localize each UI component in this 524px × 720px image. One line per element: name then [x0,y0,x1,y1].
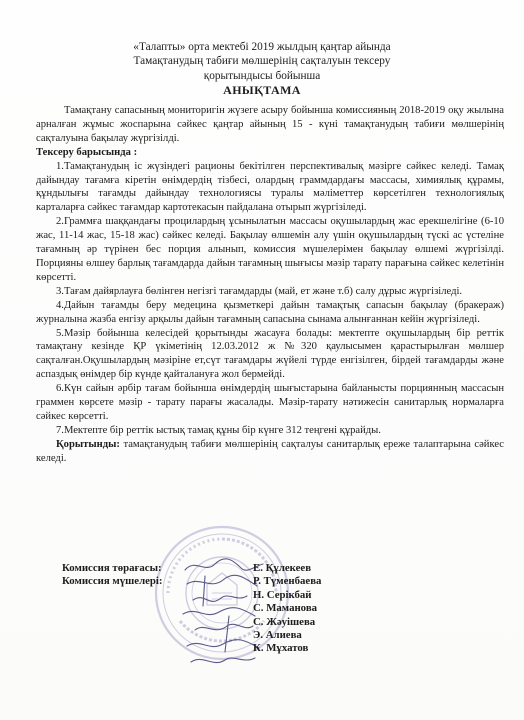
signature-row [62,629,502,642]
finding-item-1: 1.Тамақтанудың іс жүзіндегі рационы бекітілген перспективалық мәзірге сәйкес келеді. Тамақ дайындау тағамға кіретін өнімдердің тізбесі, олардың граммдардағы массасы, химиялық құрамы, құндылығы тағамды дайындау технологиясы туралы мәліметтер көрсетілген технологиялық карталарға сәйкес тағамдар картотекасын пайдалана отырып жүргізіледі. [36,160,504,214]
signature-name: К. Мұхатов [253,642,309,655]
check-heading: Тексеру барысында : [36,146,138,158]
signature-row [62,562,502,575]
signature-name: Э. Алиева [253,628,302,641]
signature-name: С. Жәуішева [253,615,316,628]
document-title: АНЫҚТАМА [223,82,301,97]
signature-row [62,589,502,602]
conclusion-label: Қорытынды: [56,438,120,450]
finding-item-6: 6.Күн сайын әрбір тағам бойынша өнімдердің шығыстарына байланысты порциянның массасын граммен көрсете мәзір - тарату парағы жасалады. Мәзір-тарату нәтижесін санитарлық нормаларға сәйкес көрсетті. [36,383,504,422]
conclusion-paragraph [36,438,504,466]
signature-name: С. Маманова [253,602,318,615]
signature-name: Е. Құлекеев [253,562,312,574]
signature-name: Н. Серікбай [253,588,312,601]
signature-role: Комиссия төрағасы: [62,562,162,574]
header-line-3: қорытындысы бойынша [203,69,321,82]
signature-role: Комиссия мүшелері: [62,575,163,588]
intro-paragraph: Тамақтану сапасының мониторигін жүзеге асыру бойынша комиссияның 2018-2019 оқу жылына арналған жұмыс жоспарына сәйкес қаңтар айының 15 - күні тамақтанудың табиғи мөлшерінің сақталуына бақылау жүргізілді. [36,105,504,144]
header-line-1: «Талапты» орта мектебі 2019 жылдың қаңтар айында [133,41,391,53]
header-line-2: Тамақтанудың табиғи мөлшерінің сақталуын тексеру [133,55,391,68]
finding-item-5: 5.Мәзір бойынша келесідей қорытынды жасауға болады: мектепте оқушылардың бір реттік тамақтану кезінде ҚР үкіметінің 12.03.2012 ж №320 қаулысымен қарастырылған мөлшер сақталған.Оқушылардың мәзіріне ет,сүт тағамдары жүйелі түрде енгізілген, бірдей тағамдарды және аспаздық өнімдер бір күнде қайталануға жол бермейді. [36,327,504,381]
conclusion-text: тамақтанудың табиғи мөлшерінің сақталуы санитарлық ереже талаптарына сәйкес келеді. [36,438,505,464]
finding-item-7: 7.Мектепте бір реттік ыстық тамақ құны бір күнге 312 теңгені құрайды. [56,424,381,436]
document-header [0,40,524,97]
document-body [36,104,504,466]
signature-row [62,602,502,615]
signature-row [62,642,502,655]
signature-row [62,575,502,588]
finding-item-2: 2.Граммға шаққандағы процилардың ұсынылатын массасы оқушылардың жас ерекшелігіне (6-10 жас, 11-14 жас, 15-18 жас) сәйкес келеді. Бақылау өлшемін алу үшін оқушылардың түскі ас үстеліне тағамның әр түрінен бес порция алынып, комиссия мүшелерімен бақылау өлшемі жүргізілді. Порцияны өлшеу барлық тағамдарда дайын тағамның шығысы мәзір тарату парағына сәйкес келетінін көрсетті. [36,216,504,283]
finding-item-4: 4.Дайын тағамды беру медецина қызметкері дайын тамақтық сапасын бақылау (бракераж) журналына жазба енгізу арқылы дайын тағамның сапасына сынама алынғаннан кейін жүргізіледі. [36,299,504,325]
finding-item-3: 3.Тағам дайярлауға бөлінген негізгі тағамдарды (май, ет және т.б) салу дұрыс жүргізіледі. [56,285,463,297]
signature-block [62,562,502,656]
signature-row [62,616,502,629]
signature-name: Р. Түменбаева [253,575,322,588]
